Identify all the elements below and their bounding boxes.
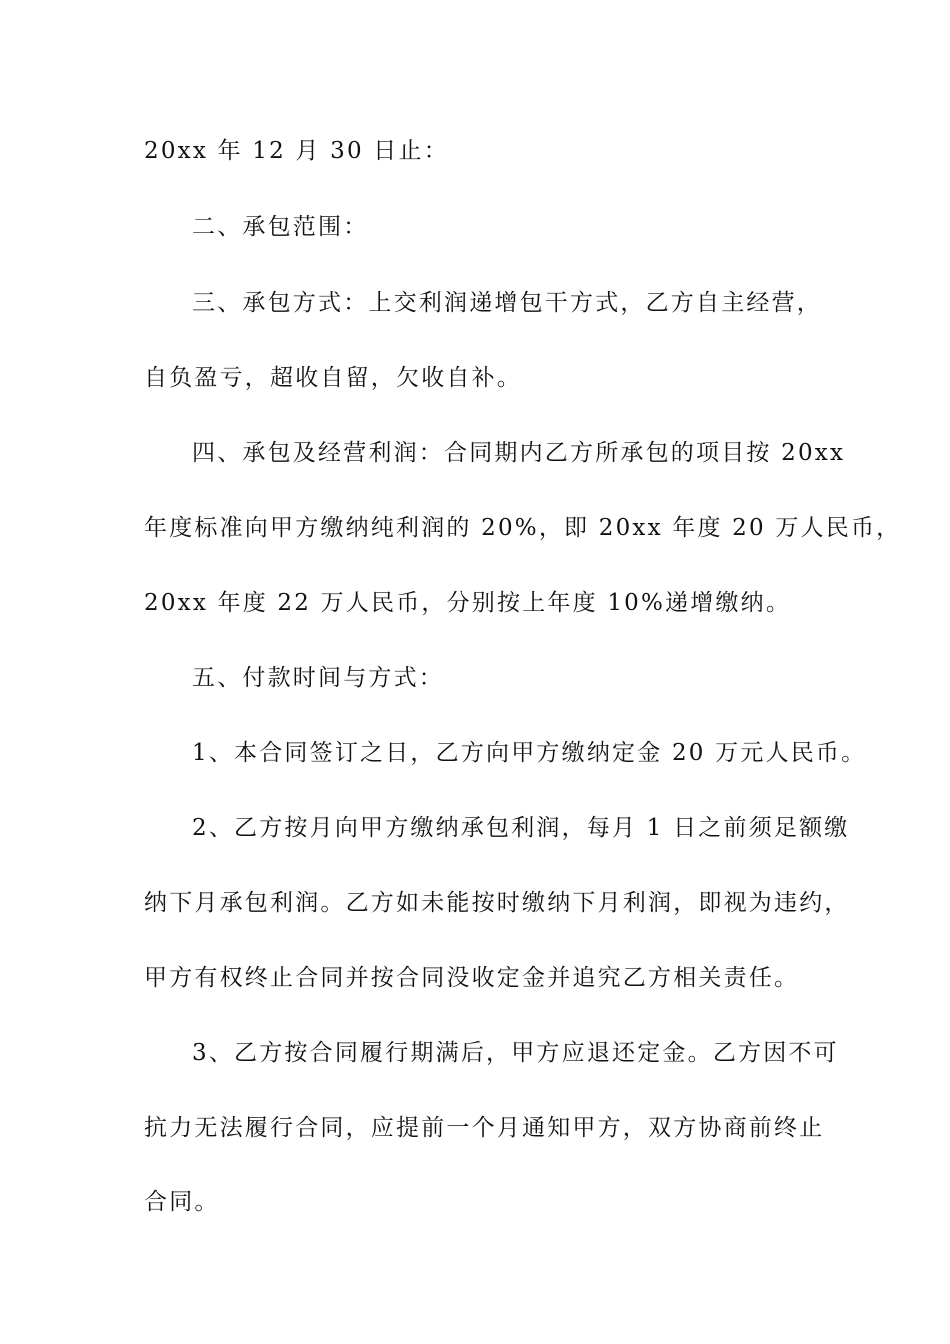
payment-item-2-line-1: 2、乙方按月向甲方缴纳承包利润，每月 1 日之前须足额缴 <box>192 815 850 841</box>
payment-item-2-line-3: 甲方有权终止合同并按合同没收定金并追究乙方相关责任。 <box>144 965 800 991</box>
paragraph-profit-line-1: 四、承包及经营利润：合同期内乙方所承包的项目按 20xx <box>192 440 846 466</box>
paragraph-method-line-2: 自负盈亏，超收自留，欠收自补。 <box>144 365 522 391</box>
heading-payment: 五、付款时间与方式： <box>192 665 444 691</box>
text-line-end-date: 20xx 年 12 月 30 日止： <box>144 138 449 164</box>
paragraph-profit-line-3: 20xx 年度 22 万人民币，分别按上年度 10%递增缴纳。 <box>144 590 792 616</box>
payment-item-3-line-1: 3、乙方按合同履行期满后，甲方应退还定金。乙方因不可 <box>192 1040 839 1066</box>
payment-item-3-line-2: 抗力无法履行合同，应提前一个月通知甲方，双方协商前终止 <box>144 1115 825 1141</box>
paragraph-profit-line-2: 年度标准向甲方缴纳纯利润的 20%，即 20xx 年度 20 万人民币， <box>144 515 902 541</box>
payment-item-3-line-3: 合同。 <box>144 1189 220 1215</box>
paragraph-method-line-1: 三、承包方式：上交利润递增包干方式，乙方自主经营， <box>192 290 822 316</box>
payment-item-2-line-2: 纳下月承包利润。乙方如未能按时缴纳下月利润，即视为违约， <box>144 890 850 916</box>
payment-item-1: 1、本合同签订之日，乙方向甲方缴纳定金 20 万元人民币。 <box>192 740 867 766</box>
heading-scope: 二、承包范围： <box>192 214 369 240</box>
